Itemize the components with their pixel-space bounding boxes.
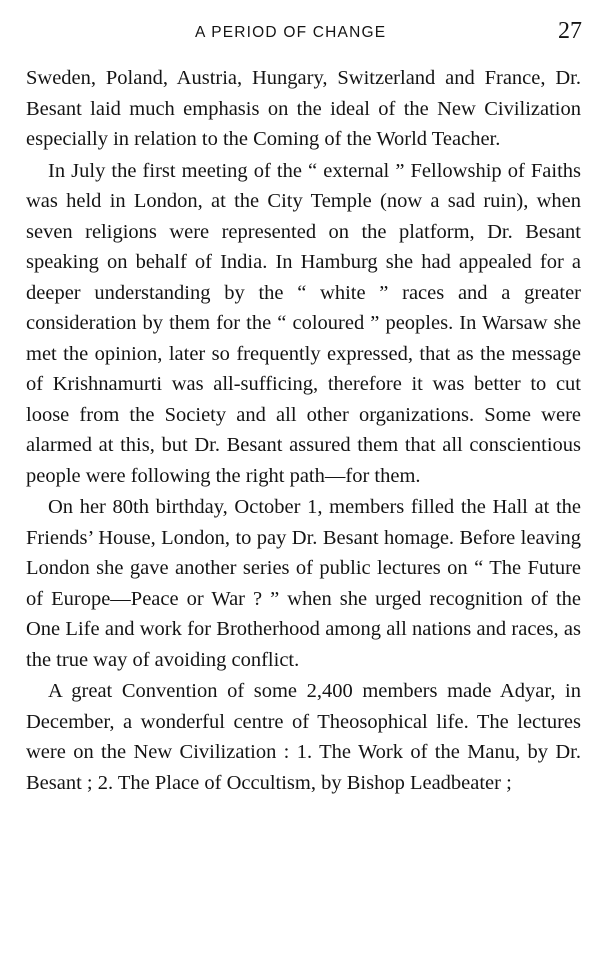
paragraph: A great Convention of some 2,400 members made Adyar, in December, a wonderful centre of Theosophical life. The lectures were on the New Civilization : 1. The Work of the Manu, by Dr. Besant ; 2. The Place of Occultism, by Bishop Leadbeater ; xyxy=(26,680,581,794)
body-text xyxy=(26,63,581,798)
paragraph: On her 80th birthday, October 1, members filled the Hall at the Friends’ House, London, to pay Dr. Besant homage. Before leaving London she gave another series of public lectures on “ The Future of Europe—Peace or War ? ” when she urged recognition of the One Life and work for Brotherhood among all nations and races, as the true way of avoiding conflict. xyxy=(26,496,581,671)
running-head: A PERIOD OF CHANGE xyxy=(195,24,387,41)
paragraph: In July the first meeting of the “ external ” Fellowship of Faiths was held in London, at the City Temple (now a sad ruin), when seven religions were represented on the platform, Dr. Besant speaking on behalf of India. In Hamburg she had appealed for a deeper understanding by the “ white ” races and a greater consideration by them for the “ coloured ” peoples. In Warsaw she met the opinion, later so frequently expressed, that as the message of Krishnamurti was all-sufficing, therefore it was better to cut loose from the Society and all other organizations. Some were alarmed at this, but Dr. Besant assured them that all conscientious people were following the right path—for them. xyxy=(26,159,581,487)
page-number: 27 xyxy=(558,18,582,44)
paragraph: Sweden, Poland, Austria, Hungary, Switzerland and France, Dr. Besant laid much emphasis on the ideal of the New Civilization especially in relation to the Coming of the World Teacher. xyxy=(26,67,581,150)
